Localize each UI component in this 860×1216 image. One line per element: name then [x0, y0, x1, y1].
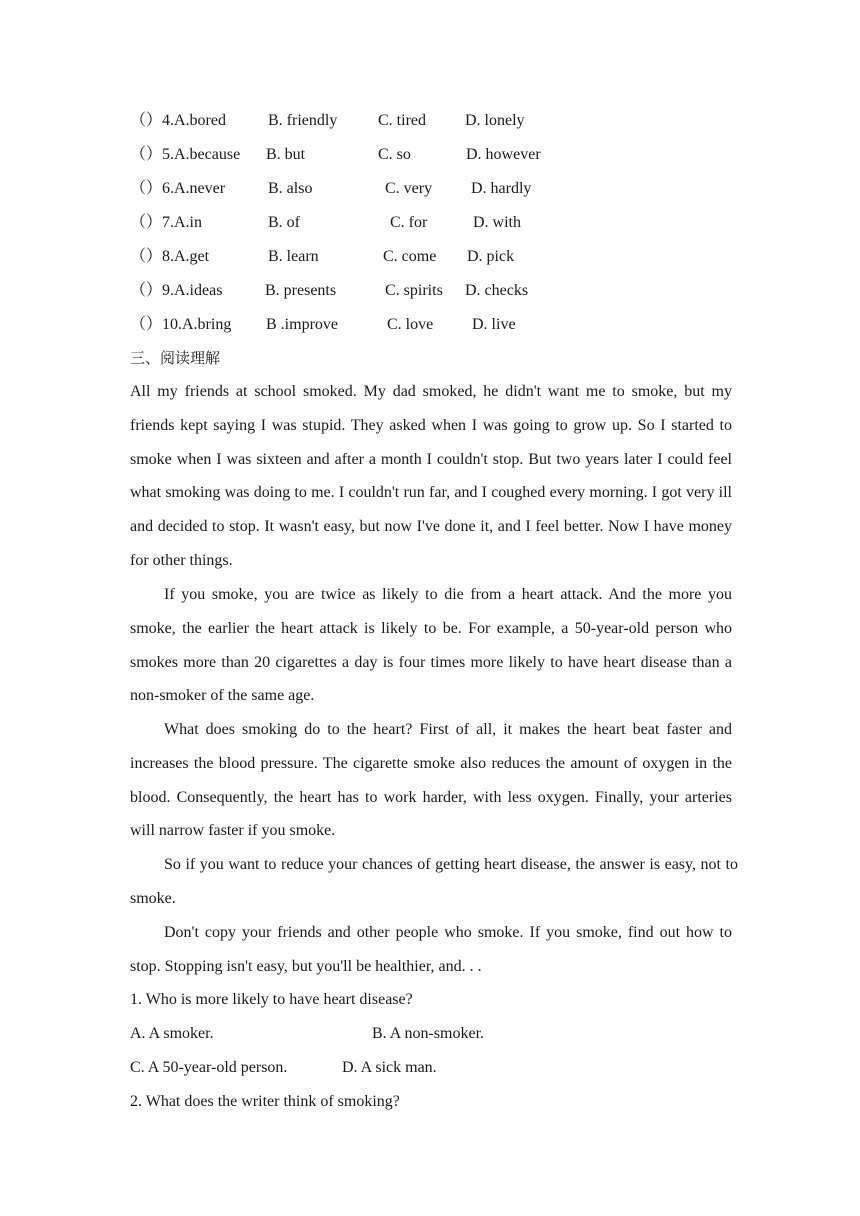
passage-paragraph-1: All my friends at school smoked. My dad smoked, he didn't want me to smoke, but my friends kept saying I was stupid. They asked when I was going to grow up. So I started to smoke when I was sixteen and after a month I couldn't stop. But two years later I could feel what smoking was doing to me. I couldn't run far, and I coughed every morning. I got very ill and decided to stop. It wasn't easy, but now I've done it, and I feel better. Now I have money for other things.	[130, 383, 732, 569]
option-b: B. friendly	[268, 112, 338, 129]
option-number-a: （）8.A.get	[130, 248, 210, 265]
option-number-a: （）9.A.ideas	[130, 282, 223, 299]
option-number-a: （）4.A.bored	[130, 112, 226, 129]
option-d: D. lonely	[465, 112, 525, 129]
option-c: C. come	[383, 248, 437, 265]
question-1-option-c: C. A 50-year-old person.	[130, 1059, 288, 1076]
passage-paragraph-4: So if you want to reduce your chances of getting heart disease, the answer is easy, not to smoke.	[130, 856, 738, 907]
option-b: B. of	[268, 214, 300, 231]
option-b: B .improve	[266, 316, 338, 333]
option-d: D. pick	[467, 248, 515, 265]
option-b: B. learn	[268, 248, 319, 265]
option-c: C. very	[385, 180, 433, 197]
question-1-option-d: D. A sick man.	[342, 1059, 437, 1076]
option-c: C. spirits	[385, 282, 443, 299]
question-1: 1. Who is more likely to have heart disease?	[130, 991, 413, 1008]
option-c: C. tired	[378, 112, 426, 129]
question-2: 2. What does the writer think of smoking?	[130, 1093, 400, 1110]
option-b: B. also	[268, 180, 313, 197]
option-c: C. for	[390, 214, 428, 231]
section-heading: 三、阅读理解	[130, 349, 221, 367]
option-d: D. however	[466, 146, 541, 163]
option-d: D. with	[473, 214, 521, 231]
option-d: D. hardly	[471, 180, 532, 197]
option-number-a: （）7.A.in	[130, 214, 203, 231]
option-b: B. but	[266, 146, 306, 163]
question-1-option-b: B. A non-smoker.	[372, 1025, 485, 1042]
option-c: C. love	[387, 316, 434, 333]
option-d: D. live	[472, 316, 516, 333]
option-number-a: （）10.A.bring	[130, 316, 232, 333]
passage-paragraph-3: What does smoking do to the heart? First of all, it makes the heart beat faster and increases the blood pressure. The cigarette smoke also reduces the amount of oxygen in the blood. Consequently, the heart has to work harder, with less oxygen. Finally, your arteries will narrow faster if you smoke.	[130, 721, 732, 840]
passage-paragraph-2: If you smoke, you are twice as likely to die from a heart attack. And the more you smoke, the earlier the heart attack is likely to be. For example, a 50-year-old person who smokes more than 20 cigarettes a day is four times more likely to have heart disease than a non-smoker of the same age.	[130, 586, 732, 705]
option-c: C. so	[378, 146, 411, 163]
option-number-a: （）6.A.never	[130, 180, 226, 197]
option-d: D. checks	[465, 282, 529, 299]
option-number-a: （）5.A.because	[130, 146, 241, 163]
question-1-option-a: A. A smoker.	[130, 1025, 214, 1042]
passage-paragraph-5: Don't copy your friends and other people who smoke. If you smoke, find out how to stop. Stopping isn't easy, but you'll be healthier, and. . .	[130, 924, 732, 975]
option-b: B. presents	[265, 282, 337, 299]
